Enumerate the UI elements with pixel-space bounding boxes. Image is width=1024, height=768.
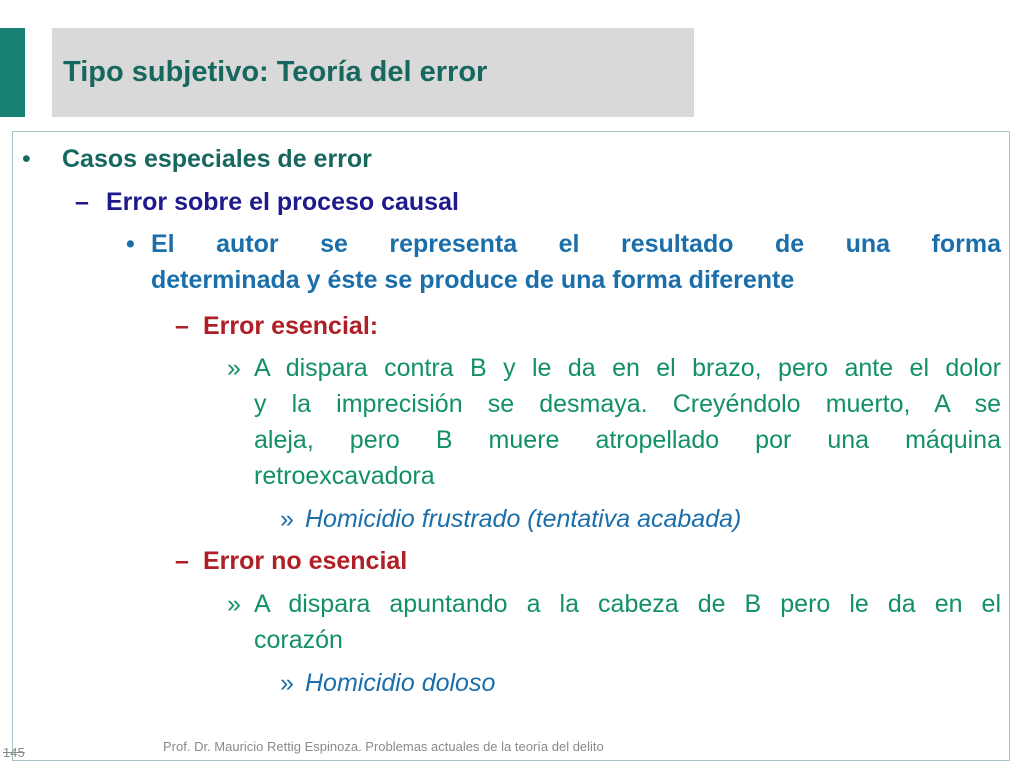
case1-example-line4: retroexcavadora: [254, 462, 435, 490]
level3-text-line2: determinada y éste se produce de una forma diferente: [151, 266, 795, 294]
slide-footer: Prof. Dr. Mauricio Rettig Espinoza. Problemas actuales de la teoría del delito: [163, 739, 604, 754]
page-number: 145: [3, 745, 25, 760]
slide-title: Tipo subjetivo: Teoría del error: [63, 56, 488, 88]
case2-dash: –: [175, 547, 189, 575]
level2-heading: Error sobre el proceso causal: [106, 188, 459, 216]
level1-bullet: •: [22, 145, 31, 173]
case2-result-marker: »: [280, 669, 294, 697]
title-box: [52, 28, 694, 117]
case1-example-line2: y la imprecisión se desmaya. Creyéndolo muerto, A se: [254, 390, 1001, 418]
case2-result: Homicidio doloso: [305, 669, 496, 697]
case1-example-line1: A dispara contra B y le da en el brazo, pero ante el dolor: [254, 354, 1001, 382]
level3-text-line1: El autor se representa el resultado de una forma: [151, 230, 1001, 258]
title-accent-bar: [0, 28, 25, 117]
case2-example-marker: »: [227, 590, 241, 618]
level1-heading: Casos especiales de error: [62, 145, 372, 173]
case2-heading: Error no esencial: [203, 547, 408, 575]
level2-dash: –: [75, 188, 89, 216]
case1-result-marker: »: [280, 505, 294, 533]
case2-example-line1: A dispara apuntando a la cabeza de B pero le da en el: [254, 590, 1001, 618]
case1-result: Homicidio frustrado (tentativa acabada): [305, 505, 742, 533]
case1-dash: –: [175, 312, 189, 340]
case1-example-line3: aleja, pero B muere atropellado por una máquina: [254, 426, 1001, 454]
level3-bullet: •: [126, 230, 135, 258]
case1-heading: Error esencial:: [203, 312, 379, 340]
case1-example-marker: »: [227, 354, 241, 382]
case2-example-line2: corazón: [254, 626, 343, 654]
